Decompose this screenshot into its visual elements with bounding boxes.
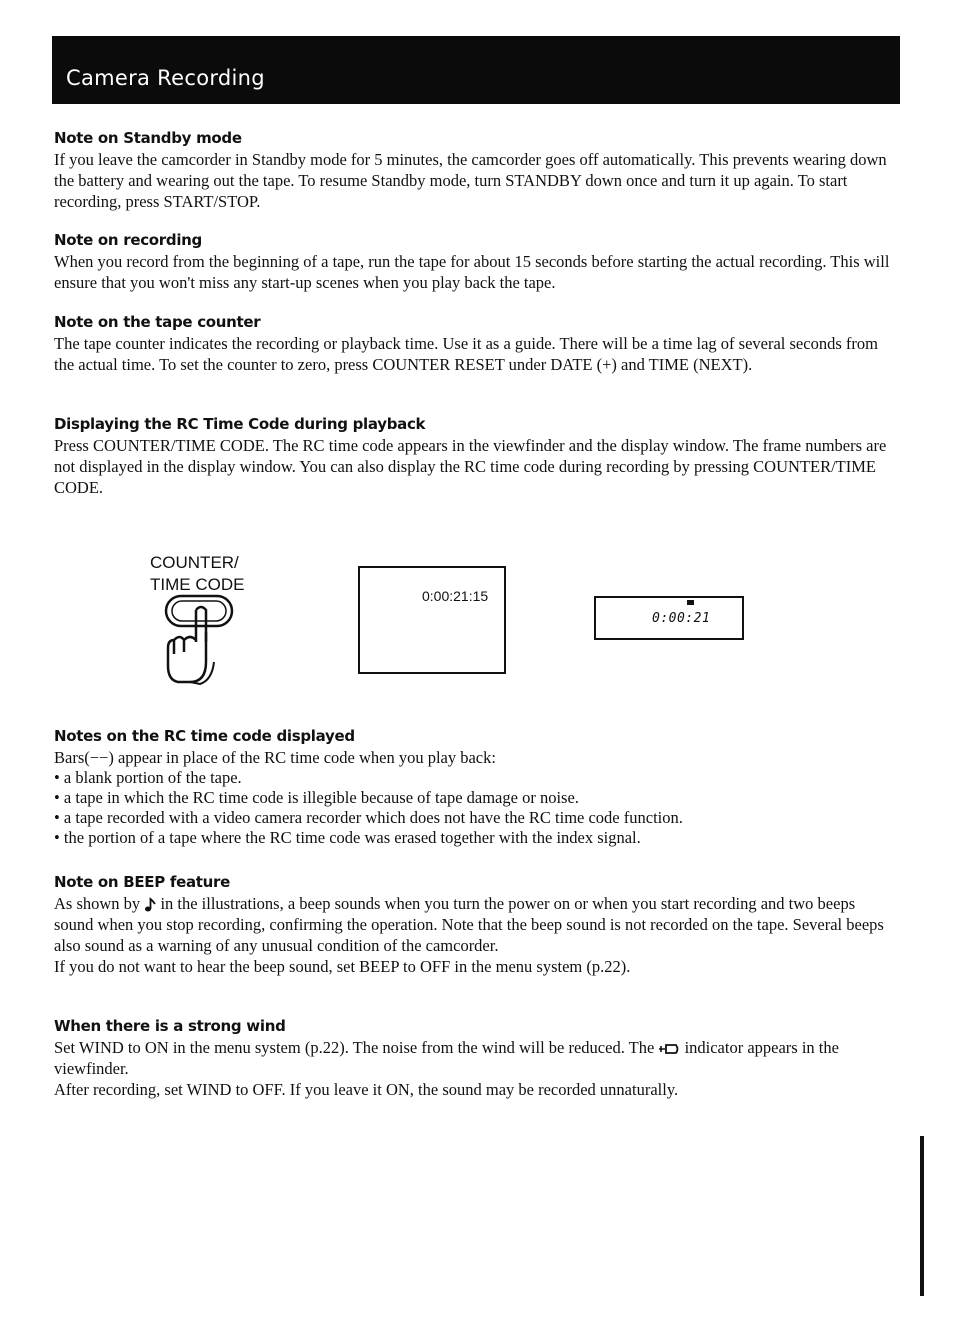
- recording-text: When you record from the beginning of a tape, run the tape for about 15 seconds before starting the actual recording. This will ensure that you won't miss any start-up scenes when you play back the tape.: [54, 252, 890, 292]
- list-item: • a blank portion of the tape.: [54, 768, 894, 788]
- list-item: • a tape in which the RC time code is illegible because of tape damage or noise.: [54, 788, 894, 808]
- list-item: • a tape recorded with a video camera recorder which does not have the RC time code function.: [54, 808, 894, 828]
- beep-text-part2: in the illustrations, a beep sounds when you turn the power on or when you start recording and two beeps sound when you stop recording, confirming the operation. Note that the beep sound is not recorded on the tape. Several beeps also sound as a warning of any unusual condition of the camcorder.: [54, 894, 884, 955]
- wind-text: [54, 1037, 894, 1079]
- rc-display-text: Press COUNTER/TIME CODE. The RC time code appears in the viewfinder and the display window. The frame numbers are not displayed in the display window. You can also display the RC time code during recording by pressing COUNTER/TIME CODE.: [54, 436, 887, 497]
- wind-text-part2: indicator appears in the viewfinder.: [54, 1038, 839, 1078]
- tape-mark-icon: [687, 600, 694, 605]
- header-bar: [52, 36, 900, 104]
- beep-heading: Note on BEEP feature: [54, 873, 231, 891]
- rc-display-heading: Displaying the RC Time Code during playback: [54, 415, 426, 433]
- recording-heading: Note on recording: [54, 231, 202, 249]
- rc-notes-list: [54, 768, 894, 848]
- recording-section: [54, 230, 894, 293]
- beep-section: [54, 872, 894, 977]
- display-window: [594, 596, 744, 640]
- rc-notes-heading: Notes on the RC time code displayed: [54, 727, 355, 745]
- viewfinder-display: [358, 566, 506, 674]
- tape-counter-heading: Note on the tape counter: [54, 313, 261, 331]
- display-window-time-code: 0:00:21: [652, 611, 711, 626]
- wind-text-part1: Set WIND to ON in the menu system (p.22). The noise from the wind will be reduced. The: [54, 1038, 659, 1057]
- rc-notes-section: [54, 726, 894, 848]
- pointing-hand-icon: [160, 592, 240, 687]
- beep-text-part1: As shown by: [54, 894, 145, 913]
- wind-text2: After recording, set WIND to OFF. If you leave it ON, the sound may be recorded unnaturally.: [54, 1080, 679, 1099]
- rc-display-section: [54, 414, 894, 498]
- page-edge-bar: [920, 1136, 924, 1296]
- wind-indicator-icon: [658, 1043, 680, 1055]
- rc-notes-intro: Bars(−−) appear in place of the RC time code when you play back:: [54, 748, 496, 767]
- wind-section: [54, 1016, 894, 1100]
- counter-time-code-label: [150, 552, 260, 596]
- list-item: • the portion of a tape where the RC time code was erased together with the index signal.: [54, 828, 894, 848]
- standby-heading: Note on Standby mode: [54, 129, 242, 147]
- viewfinder-time-code: 0:00:21:15: [422, 588, 489, 604]
- page-title: Camera Recording: [66, 66, 265, 90]
- tape-counter-section: [54, 312, 894, 375]
- tape-counter-text: The tape counter indicates the recording or playback time. Use it as a guide. There will be a time lag of several seconds from the actual time. To set the counter to zero, press COUNTER RESET under DATE (+) and TIME (NEXT).: [54, 334, 878, 374]
- button-label-line1: COUNTER/: [150, 553, 239, 572]
- beep-note-icon: [144, 897, 156, 913]
- beep-text: [54, 893, 894, 956]
- wind-heading: When there is a strong wind: [54, 1017, 286, 1035]
- standby-text: If you leave the camcorder in Standby mode for 5 minutes, the camcorder goes off automatically. This prevents wearing down the battery and wearing out the tape. To resume Standby mode, turn STANDBY down once and turn it up again. To start recording, press START/STOP.: [54, 150, 887, 211]
- standby-section: [54, 128, 894, 212]
- beep-text2: If you do not want to hear the beep sound, set BEEP to OFF in the menu system (p.22).: [54, 957, 631, 976]
- button-label-line2: TIME CODE: [150, 575, 245, 594]
